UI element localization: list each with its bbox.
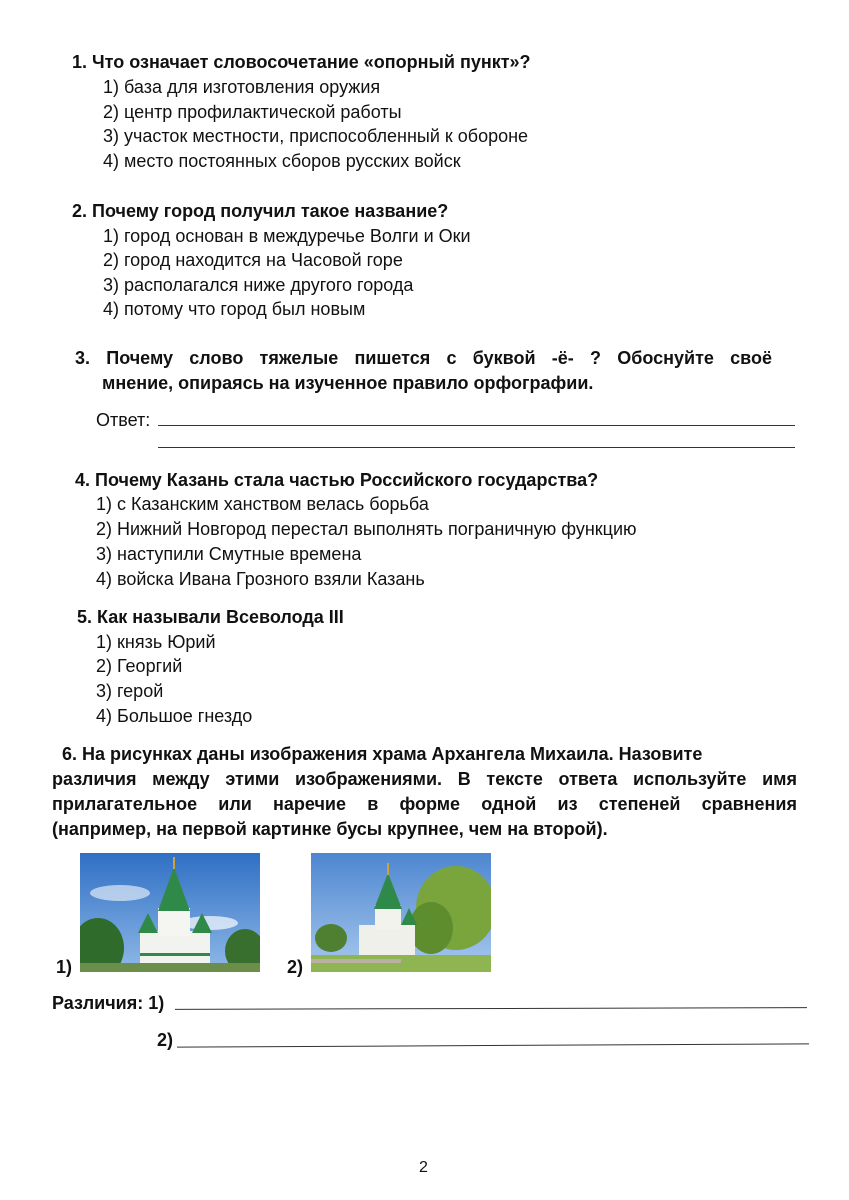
church-photo-1 bbox=[80, 853, 260, 972]
question-1-title: 1. Что означает словосочетание «опорный пункт»? bbox=[72, 52, 531, 72]
question-6-line-3: прилагательное или наречие в форме одной из степеней сравнения bbox=[52, 794, 797, 814]
question-3-line-2: мнение, опираясь на изученное правило орфографии. bbox=[102, 373, 594, 393]
answer-line-2[interactable] bbox=[158, 447, 795, 448]
q1-option-2: 2) центр профилактической работы bbox=[103, 102, 402, 122]
q2-option-4: 4) потому что город был новым bbox=[103, 299, 366, 319]
q5-option-2: 2) Георгий bbox=[96, 656, 183, 676]
q2-option-2: 2) город находится на Часовой горе bbox=[103, 250, 403, 270]
q1-option-4: 4) место постоянных сборов русских войск bbox=[103, 151, 461, 171]
question-5-title: 5. Как называли Всеволода III bbox=[77, 607, 344, 627]
q4-option-2: 2) Нижний Новгород перестал выполнять пограничную функцию bbox=[96, 519, 637, 539]
q5-option-3: 3) герой bbox=[96, 681, 164, 701]
question-2-title: 2. Почему город получил такое название? bbox=[72, 201, 449, 221]
answer-label: Ответ: bbox=[96, 410, 151, 430]
q1-option-1: 1) база для изготовления оружия bbox=[103, 77, 381, 97]
question-6-line-2: различия между этими изображениями. В тексте ответа используйте имя bbox=[52, 769, 797, 789]
question-6-line-1: 6. На рисунках даны изображения храма Архангела Михаила. Назовите bbox=[62, 744, 703, 764]
q2-option-3: 3) располагался ниже другого города bbox=[103, 275, 414, 295]
question-6-line-4: (например, на первой картинке бусы крупнее, чем на второй). bbox=[52, 819, 608, 839]
image-1-label: 1) bbox=[56, 957, 73, 977]
q4-option-3: 3) наступили Смутные времена bbox=[96, 544, 362, 564]
page-number: 2 bbox=[419, 1159, 428, 1176]
q5-option-1: 1) князь Юрий bbox=[96, 632, 216, 652]
q5-option-4: 4) Большое гнездо bbox=[96, 706, 253, 726]
q2-option-1: 1) город основан в междуречье Волги и Оки bbox=[103, 226, 471, 246]
differences-line-1[interactable] bbox=[175, 1007, 807, 1010]
differences-label-2: 2) bbox=[157, 1030, 174, 1050]
question-4-title: 4. Почему Казань стала частью Российского государства? bbox=[75, 470, 599, 490]
answer-line-1[interactable] bbox=[158, 425, 795, 426]
q1-option-3: 3) участок местности, приспособленный к обороне bbox=[103, 126, 529, 146]
differences-label: Различия: 1) bbox=[52, 993, 165, 1013]
question-3-line-1: 3. Почему слово тяжелые пишется с буквой -ё- ? Обоснуйте своё bbox=[75, 348, 772, 368]
q4-option-1: 1) с Казанским ханством велась борьба bbox=[96, 494, 429, 514]
differences-line-2[interactable] bbox=[177, 1043, 809, 1047]
q4-option-4: 4) войска Ивана Грозного взяли Казань bbox=[96, 569, 425, 589]
image-2-label: 2) bbox=[287, 957, 304, 977]
church-photo-2 bbox=[311, 853, 491, 972]
